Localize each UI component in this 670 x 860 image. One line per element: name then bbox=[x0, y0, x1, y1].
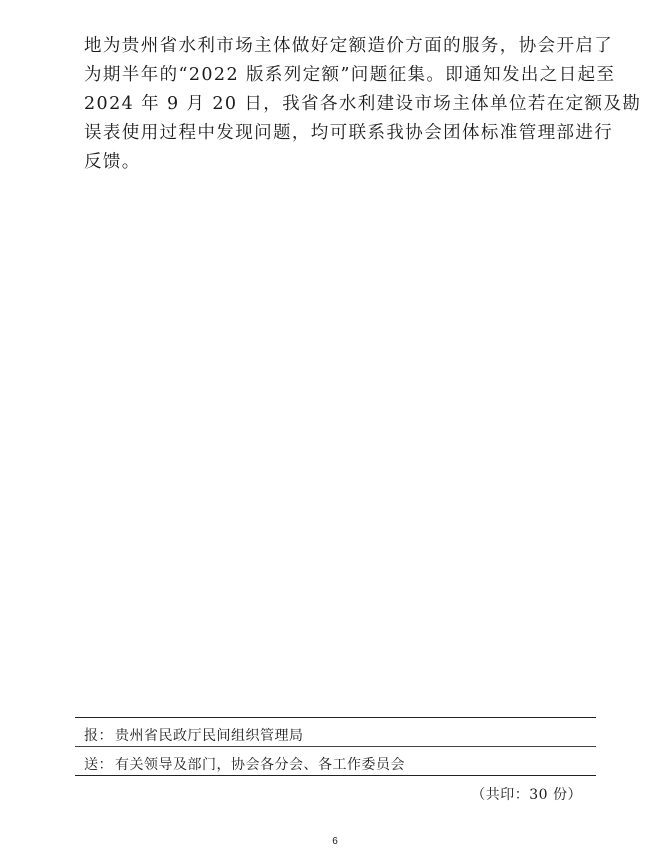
report-to-row bbox=[75, 718, 596, 746]
report-label: 报： bbox=[84, 728, 113, 744]
body-line: 误表使用过程中发现问题，均可联系我协会团体标准管理部进行 bbox=[84, 123, 614, 143]
bottom-divider bbox=[75, 775, 596, 776]
print-copies-note: （共印：30 份） bbox=[471, 787, 582, 803]
report-recipient: 贵州省民政厅民间组织管理局 bbox=[115, 728, 304, 744]
body-paragraph bbox=[84, 32, 642, 177]
distribution-block bbox=[75, 717, 596, 776]
body-line: 反馈。 bbox=[84, 152, 141, 172]
send-to-row bbox=[75, 747, 596, 775]
body-line: 地为贵州省水利市场主体做好定额造价方面的服务，协会开启了 bbox=[84, 36, 614, 56]
body-line: 2024 年 9 月 20 日，我省各水利建设市场主体单位若在定额及勘 bbox=[84, 94, 642, 114]
page-number: 6 bbox=[332, 836, 338, 847]
send-recipients: 有关领导及部门，协会各分会、各工作委员会 bbox=[115, 757, 405, 773]
send-label: 送： bbox=[84, 757, 113, 773]
body-line: 为期半年的“2022 版系列定额”问题征集。即通知发出之日起至 bbox=[84, 65, 616, 85]
